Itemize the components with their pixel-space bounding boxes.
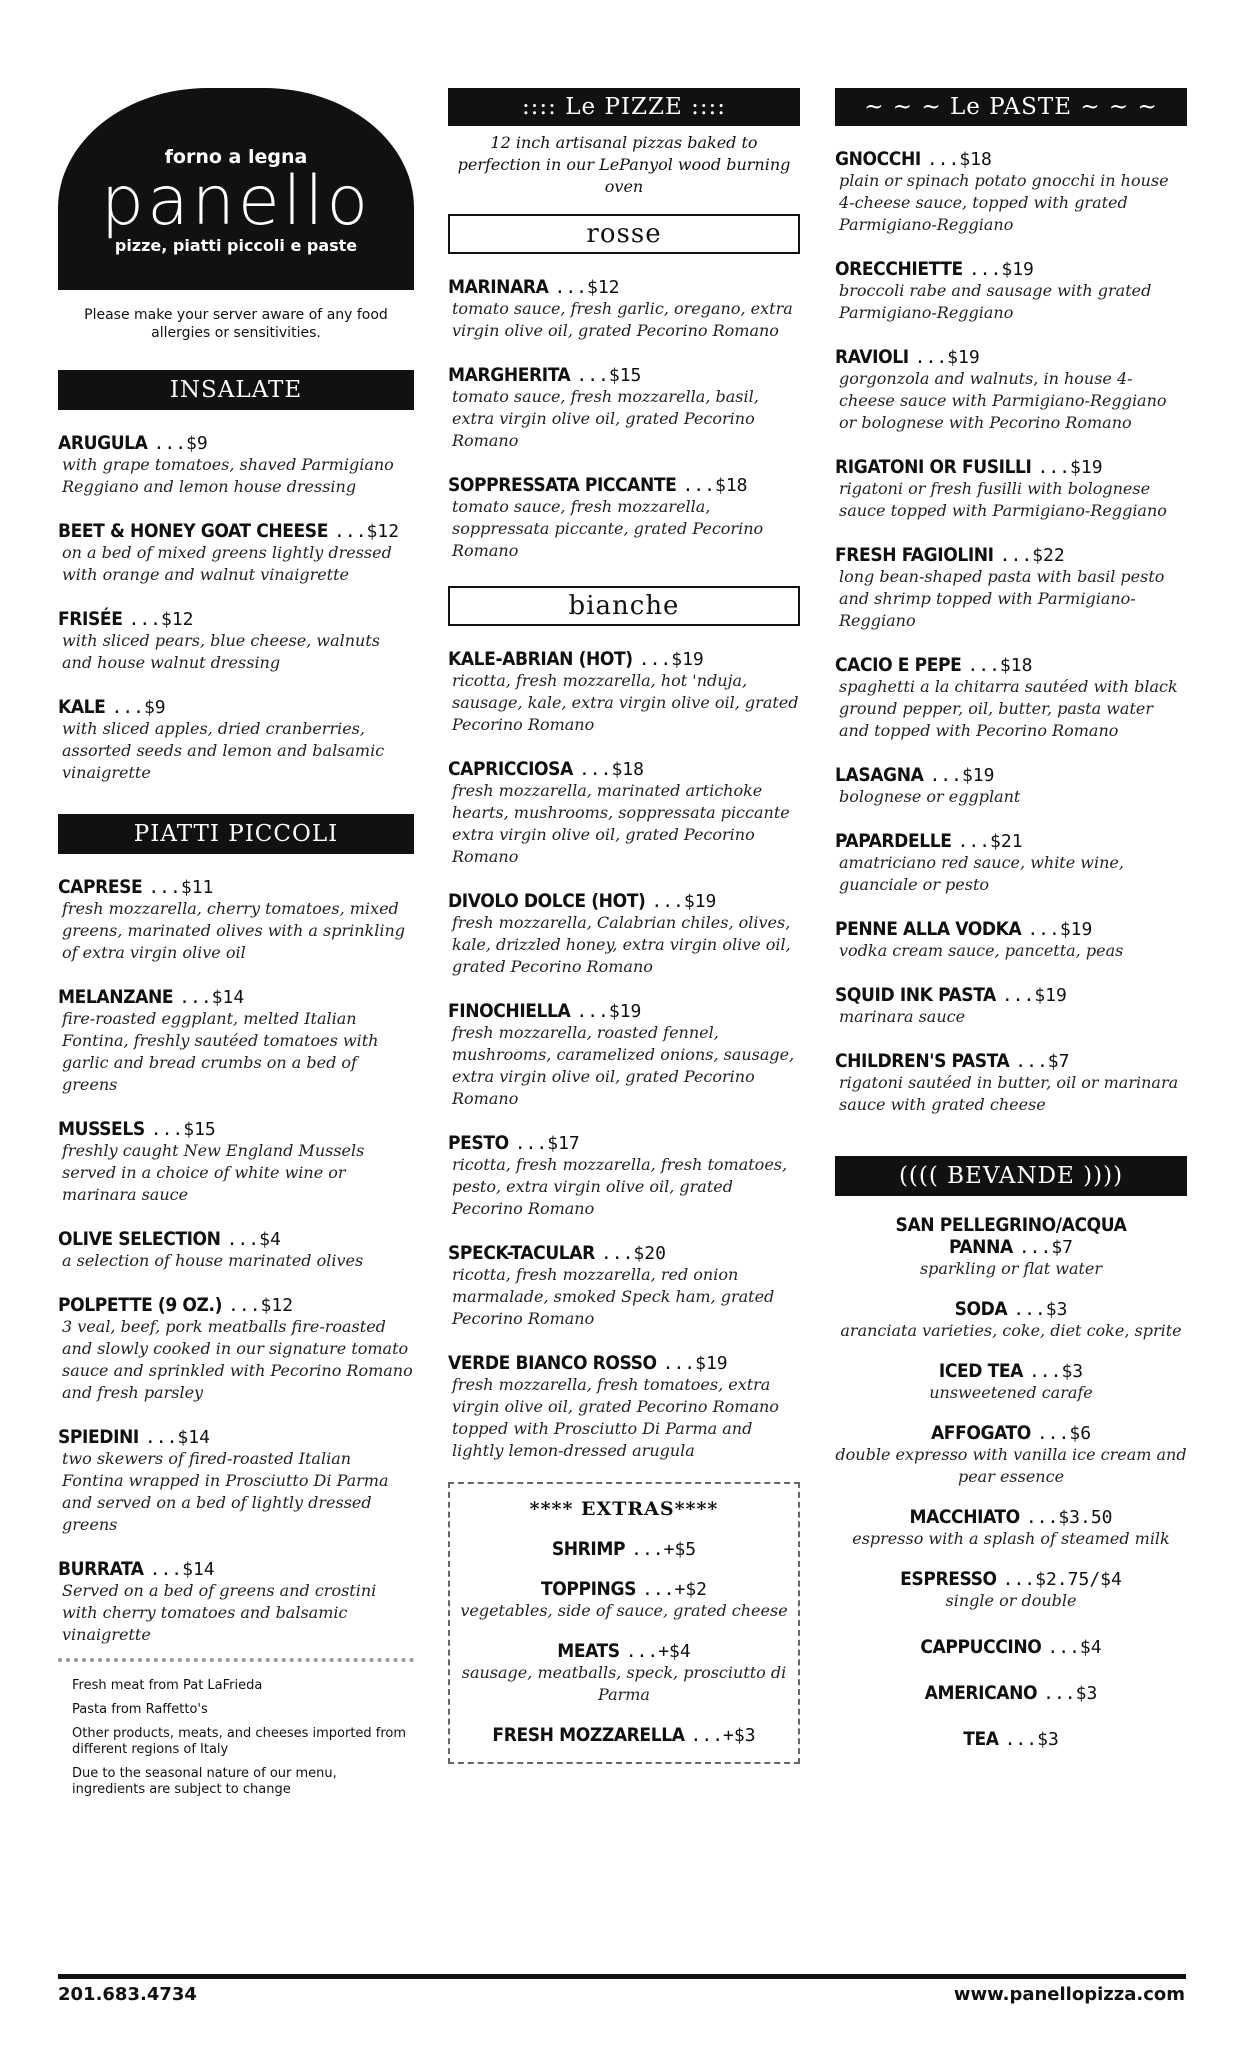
logo-tagline-top: forno a legna <box>164 146 308 168</box>
item-desc: spaghetti a la chitarra sautéed with black ground pepper, oil, butter, pasta water and topped with Pecorino Romano <box>839 677 1178 740</box>
item-price: ...+$5 <box>631 1539 697 1560</box>
menu-item <box>835 1214 1187 1280</box>
item-price: ...$7 <box>1015 1051 1070 1072</box>
note-line: Fresh meat from Pat LaFrieda <box>72 1678 263 1693</box>
menu-item <box>835 1636 1187 1658</box>
item-price: ...$12 <box>554 277 620 298</box>
menu-item <box>58 986 414 1096</box>
menu-item <box>58 520 414 586</box>
item-name: BEET & HONEY GOAT CHEESE <box>58 520 329 542</box>
item-desc: with sliced apples, dried cranberries, assorted seeds and lemon and balsamic vinaigrette <box>62 719 385 782</box>
panello-logo <box>58 88 414 290</box>
section-header-bevande: (((( BEVANDE )))) <box>835 1156 1187 1196</box>
menu-item <box>58 1558 414 1646</box>
item-desc: espresso with a splash of steamed milk <box>852 1529 1170 1548</box>
item-price: ...+$2 <box>642 1579 708 1600</box>
item-name: FRISÉE <box>58 608 123 630</box>
column-right <box>835 88 1187 1750</box>
menu-item <box>458 1724 790 1746</box>
menu-item <box>58 1228 414 1272</box>
item-desc: fresh mozzarella, fresh tomatoes, extra virgin olive oil, grated Pecorino Romano topped with Prosciutto Di Parma and lightly lemon-dressed arugula <box>452 1375 779 1460</box>
item-price: ...$14 <box>179 987 245 1008</box>
menu-item <box>835 918 1187 962</box>
menu-item <box>835 1298 1187 1342</box>
item-name: SQUID INK PASTA <box>835 984 996 1006</box>
footer-website[interactable]: www.panellopizza.com <box>953 1984 1185 2005</box>
note-line: Pasta from Raffetto's <box>72 1702 208 1717</box>
item-desc: on a bed of mixed greens lightly dressed with orange and walnut vinaigrette <box>62 543 392 584</box>
item-price: ...$18 <box>578 759 644 780</box>
item-price: ...$14 <box>149 1559 215 1580</box>
menu-item <box>58 876 414 964</box>
pizze-intro: 12 inch artisanal pizzas baked to perfection in our LePanyol wood burning oven <box>457 133 791 196</box>
item-desc: freshly caught New England Mussels served in a choice of white wine or marinara sauce <box>62 1141 365 1204</box>
section-header-paste: ~ ~ ~ Le PASTE ~ ~ ~ <box>835 88 1187 126</box>
item-name: CAPPUCCINO <box>920 1636 1042 1658</box>
item-price: ...$3 <box>1028 1361 1084 1382</box>
menu-item <box>835 148 1187 236</box>
item-desc: plain or spinach potato gnocchi in house 4-cheese sauce, topped with grated Parmigiano-Reggiano <box>839 171 1169 234</box>
item-name: TOPPINGS <box>540 1578 636 1600</box>
item-desc: fresh mozzarella, marinated artichoke hearts, mushrooms, soppressata piccante extra virgin olive oil, grated Pecorino Romano <box>452 781 790 866</box>
item-name: SPIEDINI <box>58 1426 139 1448</box>
menu-item <box>835 544 1187 632</box>
subsection-header-rosse: rosse <box>448 214 800 254</box>
item-name: AMERICANO <box>924 1682 1038 1704</box>
item-price: ...$3.50 <box>1025 1507 1113 1528</box>
menu-item <box>835 346 1187 434</box>
section-header-insalate: INSALATE <box>58 370 414 410</box>
item-price: ...$19 <box>1027 919 1093 940</box>
item-desc: vodka cream sauce, pancetta, peas <box>839 941 1124 960</box>
menu-item <box>448 364 800 452</box>
item-desc: long bean-shaped pasta with basil pesto and shrimp topped with Parmigiano-Reggiano <box>839 567 1165 630</box>
item-name: FINOCHIELLA <box>448 1000 571 1022</box>
item-name: SOPPRESSATA PICCANTE <box>448 474 677 496</box>
item-desc: rigatoni sautéed in butter, oil or marinara sauce with grated cheese <box>839 1073 1179 1114</box>
item-desc: Served on a bed of greens and crostini with cherry tomatoes and balsamic vinaigrette <box>62 1581 377 1644</box>
menu-item <box>835 1422 1187 1488</box>
item-desc: fire-roasted eggplant, melted Italian Fontina, freshly sautéed tomatoes with garlic and bread crumbs on a bed of greens <box>62 1009 379 1094</box>
item-desc: rigatoni or fresh fusilli with bolognese sauce topped with Parmigiano-Reggiano <box>839 479 1167 520</box>
note-line: Other products, meats, and cheeses imported from different regions of Italy <box>72 1726 407 1757</box>
item-price: ...$21 <box>957 831 1023 852</box>
item-price: ...$11 <box>148 877 214 898</box>
allergy-note: Please make your server aware of any food allergies or sensitivities. <box>84 307 388 341</box>
item-name: SHRIMP <box>551 1538 626 1560</box>
item-name: GNOCCHI <box>835 148 921 170</box>
item-name: PESTO <box>448 1132 509 1154</box>
menu-item <box>458 1538 790 1560</box>
item-price: ...$20 <box>600 1243 666 1264</box>
item-name: OLIVE SELECTION <box>58 1228 221 1250</box>
item-desc: single or double <box>945 1591 1077 1610</box>
logo-tagline-bottom: pizze, piatti piccoli e paste <box>114 236 358 255</box>
item-name: MUSSELS <box>58 1118 145 1140</box>
dotted-divider <box>58 1658 414 1662</box>
item-desc: marinara sauce <box>839 1007 966 1026</box>
item-name: FRESH FAGIOLINI <box>835 544 994 566</box>
piatti-list <box>58 876 414 1646</box>
menu-item <box>448 758 800 868</box>
item-name: ESPRESSO <box>900 1568 997 1590</box>
item-desc: amatriciano red sauce, white wine, guanciale or pesto <box>839 853 1124 894</box>
item-name: LASAGNA <box>835 764 924 786</box>
item-name: ICED TEA <box>938 1360 1023 1382</box>
item-price: ...$19 <box>651 891 717 912</box>
menu-item <box>58 1118 414 1206</box>
item-price: ...$19 <box>929 765 995 786</box>
item-name: ARUGULA <box>58 432 148 454</box>
rosse-list <box>448 276 800 562</box>
item-desc: broccoli rabe and sausage with grated Parmigiano-Reggiano <box>839 281 1152 322</box>
section-header-piatti-piccoli: PIATTI PICCOLI <box>58 814 414 854</box>
insalate-list <box>58 432 414 784</box>
item-price: ...$4 <box>226 1229 281 1250</box>
item-price: ...$2.75/$4 <box>1002 1569 1122 1590</box>
item-desc: with grape tomatoes, shaved Parmigiano Reggiano and lemon house dressing <box>62 455 394 496</box>
logo-brand: panello <box>100 162 372 241</box>
item-desc: aranciata varieties, coke, diet coke, sprite <box>840 1321 1182 1340</box>
item-price: ...$18 <box>682 475 748 496</box>
item-name: POLPETTE (9 OZ.) <box>58 1294 223 1316</box>
item-name: ORECCHIETTE <box>835 258 963 280</box>
menu-item <box>835 1728 1187 1750</box>
item-name: PAPARDELLE <box>835 830 952 852</box>
menu-item <box>58 1426 414 1536</box>
item-price: ...$4 <box>1047 1637 1102 1658</box>
item-desc: fresh mozzarella, Calabrian chiles, olives, kale, drizzled honey, extra virgin olive oil, grated Pecorino Romano <box>452 913 791 976</box>
menu-item <box>835 984 1187 1028</box>
item-price: ...+$4 <box>625 1641 691 1662</box>
column-middle <box>448 88 800 1764</box>
menu-item <box>58 608 414 674</box>
item-desc: tomato sauce, fresh mozzarella, basil, extra virgin olive oil, grated Pecorino Romano <box>452 387 759 450</box>
item-desc: tomato sauce, fresh mozzarella, soppressata piccante, grated Pecorino Romano <box>452 497 764 560</box>
item-price: ...$17 <box>514 1133 580 1154</box>
menu-item <box>448 474 800 562</box>
item-price: ...$15 <box>150 1119 216 1140</box>
item-name: DIVOLO DOLCE (HOT) <box>448 890 646 912</box>
item-desc: double expresso with vanilla ice cream and pear essence <box>835 1445 1187 1486</box>
menu-item <box>448 890 800 978</box>
item-price: ...+$3 <box>690 1725 756 1746</box>
item-name: AFFOGATO <box>930 1422 1031 1444</box>
menu-item <box>58 1294 414 1404</box>
item-desc: fresh mozzarella, roasted fennel, mushrooms, caramelized onions, sausage, extra virgin olive oil, grated Pecorino Romano <box>452 1023 795 1108</box>
menu-item <box>835 1360 1187 1404</box>
extras-title: **** EXTRAS**** <box>529 1498 719 1520</box>
item-name: MARGHERITA <box>448 364 571 386</box>
item-price: ...$19 <box>914 347 980 368</box>
footer-phone: 201.683.4734 <box>58 1984 197 2005</box>
item-name: VERDE BIANCO ROSSO <box>448 1352 657 1374</box>
item-price: ...$3 <box>1004 1729 1059 1750</box>
item-price: ...$14 <box>144 1427 210 1448</box>
menu-item <box>835 654 1187 742</box>
item-price: ...$19 <box>576 1001 642 1022</box>
item-price: ...$15 <box>576 365 642 386</box>
item-name: RIGATONI OR FUSILLI <box>835 456 1032 478</box>
column-left <box>58 88 414 1806</box>
item-desc: bolognese or eggplant <box>839 787 1021 806</box>
subsection-header-bianche: bianche <box>448 586 800 626</box>
item-price: ...$12 <box>128 609 194 630</box>
item-name: CAPRICCIOSA <box>448 758 573 780</box>
menu-item <box>58 696 414 784</box>
item-name: RAVIOLI <box>835 346 909 368</box>
item-desc: tomato sauce, fresh garlic, oregano, extra virgin olive oil, grated Pecorino Romano <box>452 299 793 340</box>
item-name: CAPRESE <box>58 876 143 898</box>
item-price: ...$22 <box>999 545 1065 566</box>
item-desc: a selection of house marinated olives <box>62 1251 364 1270</box>
item-name: FRESH MOZZARELLA <box>492 1724 685 1746</box>
item-name: CHILDREN'S PASTA <box>835 1050 1010 1072</box>
bevande-list <box>835 1214 1187 1750</box>
menu-item <box>835 456 1187 522</box>
item-desc: unsweetened carafe <box>929 1383 1093 1402</box>
item-price: ...$6 <box>1036 1423 1092 1444</box>
item-name: MACCHIATO <box>909 1506 1020 1528</box>
menu-item <box>448 648 800 736</box>
item-price: ...$18 <box>926 149 992 170</box>
menu-item <box>835 258 1187 324</box>
item-desc: sparkling or flat water <box>919 1259 1103 1278</box>
item-desc: fresh mozzarella, cherry tomatoes, mixed greens, marinated olives with a sprinkling of extra virgin olive oil <box>62 899 405 962</box>
menu-item <box>835 1682 1187 1704</box>
menu-item <box>448 1242 800 1330</box>
item-name: KALE <box>58 696 106 718</box>
sourcing-notes <box>58 1678 414 1798</box>
item-desc: with sliced pears, blue cheese, walnuts and house walnut dressing <box>62 631 380 672</box>
item-desc: ricotta, fresh mozzarella, hot 'nduja, sausage, kale, extra virgin olive oil, grated Pecorino Romano <box>452 671 799 734</box>
item-price: ...$19 <box>638 649 704 670</box>
item-name: MELANZANE <box>58 986 174 1008</box>
item-name: MARINARA <box>448 276 549 298</box>
item-desc: vegetables, side of sauce, grated cheese <box>460 1601 788 1620</box>
extras-box <box>448 1482 800 1764</box>
menu-item <box>458 1640 790 1706</box>
item-price: ...$12 <box>334 521 400 542</box>
item-price: ...$9 <box>111 697 166 718</box>
item-desc: gorgonzola and walnuts, in house 4-cheese sauce with Parmigiano-Reggiano or bolognese with Pecorino Romano <box>839 369 1167 432</box>
menu-item <box>835 1568 1187 1612</box>
item-name: BURRATA <box>58 1558 144 1580</box>
note-line: Due to the seasonal nature of our menu, ingredients are subject to change <box>72 1766 337 1797</box>
footer-rule <box>58 1974 1186 1979</box>
item-price: ...$19 <box>968 259 1034 280</box>
item-price: ...$19 <box>1037 457 1103 478</box>
menu-item <box>448 1132 800 1220</box>
menu-item <box>835 1506 1187 1550</box>
item-name: SAN PELLEGRINO/ACQUA PANNA <box>895 1214 1127 1258</box>
menu-item <box>835 830 1187 896</box>
menu-item <box>835 1050 1187 1116</box>
item-price: ...$18 <box>967 655 1033 676</box>
item-name: PENNE ALLA VODKA <box>835 918 1022 940</box>
menu-item <box>448 1000 800 1110</box>
item-price: ...$7 <box>1018 1237 1074 1258</box>
item-name: SODA <box>954 1298 1008 1320</box>
menu-item <box>58 432 414 498</box>
item-name: KALE-ABRIAN (HOT) <box>448 648 633 670</box>
section-header-pizze: :::: Le PIZZE :::: <box>448 88 800 126</box>
paste-list <box>835 148 1187 1116</box>
item-desc: two skewers of fired-roasted Italian Fontina wrapped in Prosciutto Di Parma and served on a bed of lightly dressed greens <box>62 1449 389 1534</box>
item-desc: ricotta, fresh mozzarella, fresh tomatoes, pesto, extra virgin olive oil, grated Pecorino Romano <box>452 1155 788 1218</box>
item-name: TEA <box>963 1728 999 1750</box>
menu-item <box>835 764 1187 808</box>
menu-item <box>448 1352 800 1462</box>
item-desc: ricotta, fresh mozzarella, red onion marmalade, smoked Speck ham, grated Pecorino Romano <box>452 1265 775 1328</box>
item-price: ...$19 <box>1001 985 1067 1006</box>
item-price: ...$12 <box>228 1295 294 1316</box>
item-desc: 3 veal, beef, pork meatballs fire-roasted and slowly cooked in our signature tomato sauce and sprinkled with Pecorino Romano and fresh parsley <box>62 1317 413 1402</box>
item-price: ...$3 <box>1043 1683 1098 1704</box>
bianche-list <box>448 648 800 1462</box>
item-name: CACIO E PEPE <box>835 654 962 676</box>
item-price: ...$19 <box>662 1353 728 1374</box>
item-name: SPECK-TACULAR <box>448 1242 595 1264</box>
item-price: ...$3 <box>1013 1299 1068 1320</box>
item-name: MEATS <box>557 1640 620 1662</box>
menu-item <box>448 276 800 342</box>
menu-item <box>458 1578 790 1622</box>
item-price: ...$9 <box>153 433 208 454</box>
item-desc: sausage, meatballs, speck, prosciutto di Parma <box>461 1663 787 1704</box>
